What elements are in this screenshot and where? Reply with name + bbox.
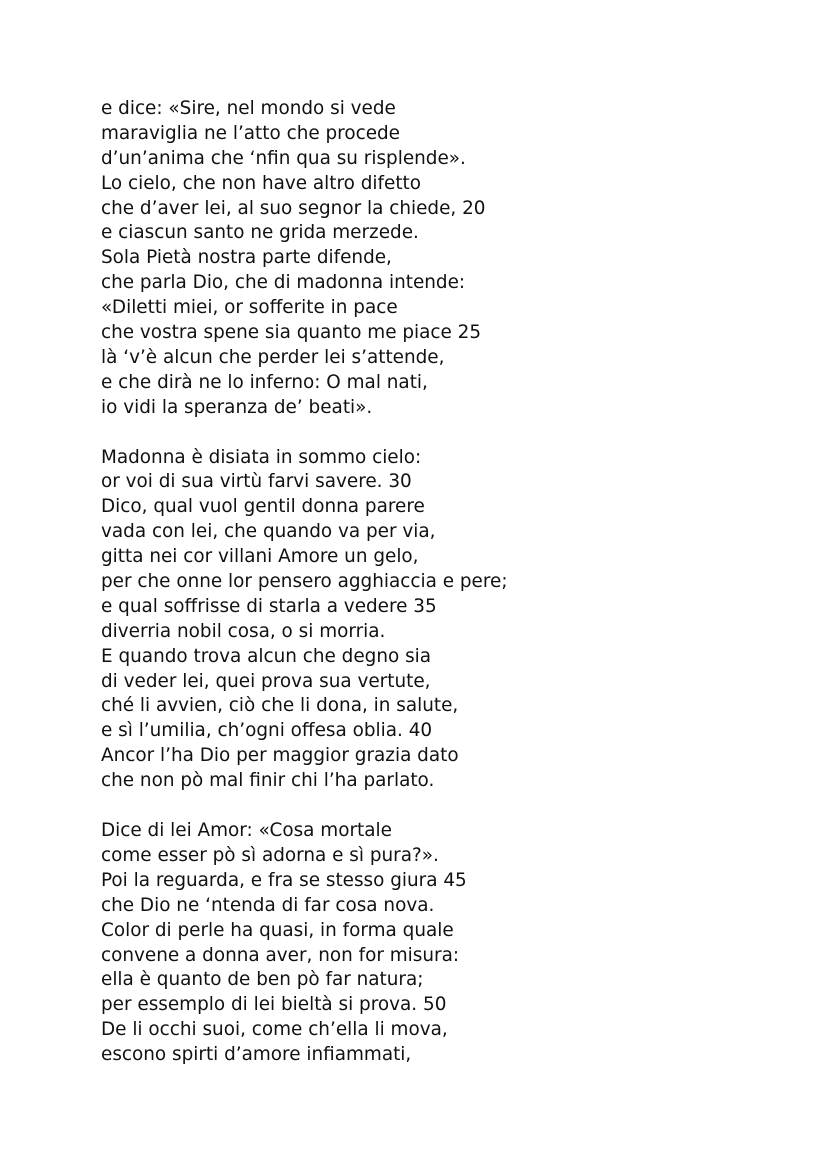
verse-line: e ciascun santo ne grida merzede. [101,222,419,244]
verse-line: De li occhi suoi, come ch’ella li mova, [101,1019,448,1041]
verse-line: Madonna è disiata in sommo cielo: [101,446,422,468]
verse-line: gitta nei cor villani Amore un gelo, [101,546,419,568]
verse-line: Sola Pietà nostra parte difende, [101,247,392,269]
verse-line: per che onne lor pensero agghiaccia e pere; [101,571,508,593]
verse-line: che d’aver lei, al suo segnor la chiede, 20 [101,197,486,219]
verse-line: maraviglia ne l’atto che procede [101,122,401,144]
verse-line: che Dio ne ‘ntenda di far cosa nova. [101,894,435,916]
verse-line: io vidi la speranza de’ beati». [101,396,373,418]
verse-line: d’un’anima che ‘nfin qua su risplende». [101,147,466,169]
verse-line: diverria nobil cosa, o si morria. [101,620,386,642]
verse-line: e sì l’umilia, ch’ogni offesa oblia. 40 [101,720,433,742]
verse-line: vada con lei, che quando va per via, [101,521,436,543]
verse-line: che non pò mal finir chi l’ha parlato. [101,770,435,792]
verse-line: Dice di lei Amor: «Cosa mortale [101,820,392,842]
verse-line: e qual soffrisse di starla a vedere 35 [101,595,437,617]
verse-line: Color di perle ha quasi, in forma quale [101,919,454,941]
verse-line: e che dirà ne lo inferno: O mal nati, [101,371,428,393]
verse-line: là ‘v’è alcun che perder lei s’attende, [101,346,445,368]
verse-line: che parla Dio, che di madonna intende: [101,272,466,294]
verse-line: e dice: «Sire, nel mondo si vede [101,98,396,119]
verse-line: or voi di sua virtù farvi savere. 30 [101,471,412,493]
verse-line: escono spirti d’amore infiammati, [101,1044,412,1066]
verse-line: di veder lei, quei prova sua vertute, [101,670,431,692]
verse-line: Dico, qual vuol gentil donna parere [101,496,425,518]
verse-line: convene a donna aver, non for misura: [101,944,460,966]
poem-text [101,97,781,1093]
verse-line: E quando trova alcun che degno sia [101,645,432,667]
verse-line: Lo cielo, che non have altro difetto [101,172,422,194]
verse-line: ella è quanto de ben pò far natura; [101,969,424,991]
stanza [101,97,781,421]
stanza [101,819,781,1068]
stanza [101,446,781,794]
verse-line: per essemplo di lei bieltà si prova. 50 [101,994,447,1016]
verse-line: che vostra spene sia quanto me piace 25 [101,322,482,344]
verse-line: ché li avvien, ciò che li dona, in salute, [101,695,459,717]
verse-line: come esser pò sì adorna e sì pura?». [101,844,439,866]
verse-line: Poi la reguarda, e fra se stesso giura 45 [101,869,467,891]
verse-line: Ancor l’ha Dio per maggior grazia dato [101,745,459,767]
verse-line: «Diletti miei, or sofferite in pace [101,297,398,319]
